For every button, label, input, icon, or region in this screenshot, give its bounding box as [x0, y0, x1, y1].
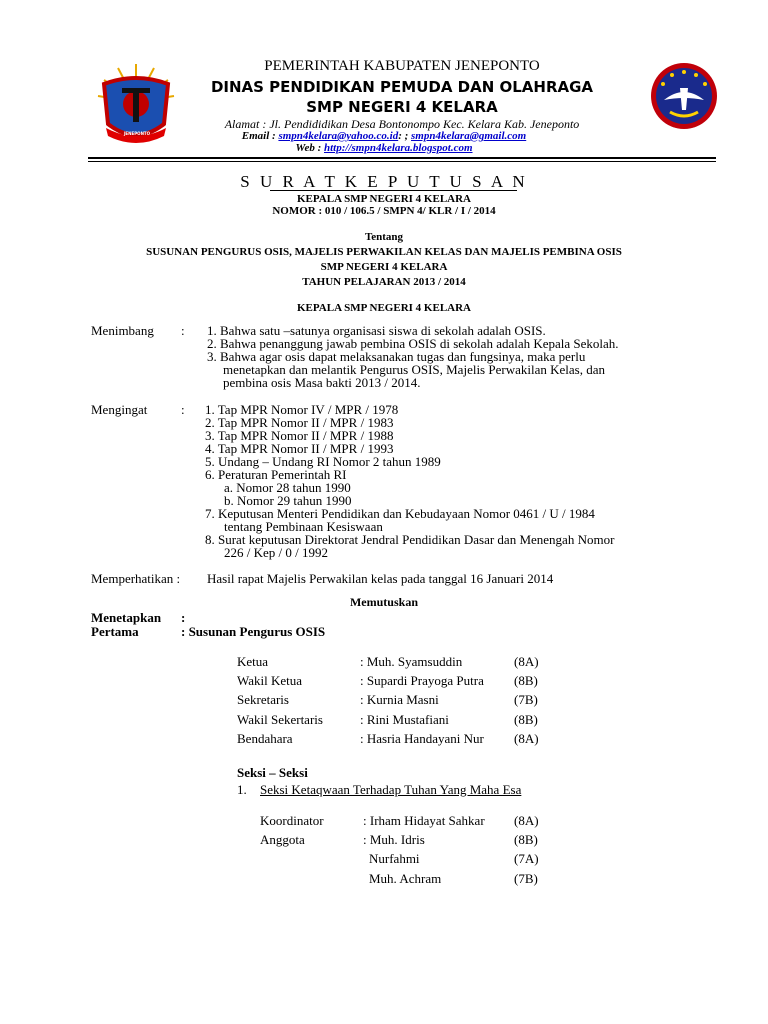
- pengurus-name: : Rini Mustafiani: [360, 712, 449, 727]
- seksi-member-role: Koordinator: [260, 813, 324, 828]
- mengingat-item-1: 1. Tap MPR Nomor IV / MPR / 1978: [205, 402, 399, 417]
- pengurus-class: (8B): [514, 712, 538, 727]
- email-label: Email :: [241, 130, 279, 142]
- mengingat-item-7-cont: tentang Pembinaan Kesiswaan: [224, 519, 383, 534]
- decree-title: S U R A T K E P U T U S A N: [240, 172, 528, 191]
- seksi-member-class: (8B): [514, 832, 538, 847]
- decree-about: Tentang: [364, 231, 404, 243]
- decree-issuer: KEPALA SMP NEGERI 4 KELARA: [297, 193, 471, 205]
- memperhatikan-label: Memperhatikan :: [91, 571, 181, 586]
- menimbang-item-3-cont-2: pembina osis Masa bakti 2013 / 2014.: [223, 375, 421, 390]
- menetapkan-label: Menetapkan: [91, 610, 162, 625]
- email-link-gmail[interactable]: smpn4kelara@gmail.com: [411, 130, 527, 142]
- seksi-member-class: (7A): [514, 851, 539, 866]
- pengurus-role: Wakil Sekertaris: [237, 712, 323, 727]
- mengingat-item-3: 3. Tap MPR Nomor II / MPR / 1988: [205, 428, 394, 443]
- mengingat-item-5: 5. Undang – Undang RI Nomor 2 tahun 1989: [205, 454, 441, 469]
- seksi-member-name: Nurfahmi: [369, 851, 420, 866]
- pengurus-class: (8A): [514, 654, 539, 669]
- decree-title-underline: [270, 190, 517, 191]
- letterhead-divider-thin: [88, 161, 716, 162]
- pengurus-class: (8A): [514, 731, 539, 746]
- seksi-member-role: Anggota: [260, 832, 305, 847]
- seksi-heading: Seksi – Seksi: [237, 765, 308, 780]
- menimbang-item-1: 1. Bahwa satu –satunya organisasi siswa di sekolah adalah OSIS.: [207, 323, 546, 338]
- decree-subject-2: SMP NEGERI 4 KELARA: [320, 261, 448, 273]
- letterhead-divider: [88, 157, 716, 159]
- pengurus-class: (7B): [514, 692, 538, 707]
- mengingat-label: Mengingat: [91, 402, 148, 417]
- menimbang-colon: :: [181, 323, 185, 338]
- pengurus-name: : Hasria Handayani Nur: [360, 731, 484, 746]
- web-link[interactable]: http://smpn4kelara.blogspot.com: [324, 142, 473, 154]
- decree-subject-3: TAHUN PELAJARAN 2013 / 2014: [302, 276, 466, 288]
- web-line: [0, 142, 768, 155]
- seksi-member-name: : Irham Hidayat Sahkar: [363, 813, 485, 828]
- memutuskan-heading: Memutuskan: [349, 595, 418, 609]
- government-name: PEMERINTAH KABUPATEN JENEPONTO: [264, 58, 540, 74]
- pengurus-class: (8B): [514, 673, 538, 688]
- address-line: Alamat : Jl. Pendididikan Desa Bontonompo Kec. Kelara Kab. Jeneponto: [224, 117, 580, 131]
- menimbang-item-3: 3. Bahwa agar osis dapat melaksanakan tugas dan fungsinya, maka perlu: [207, 349, 586, 364]
- menetapkan-colon: :: [181, 610, 186, 625]
- seksi-1-number: 1.: [237, 782, 247, 797]
- menimbang-label: Menimbang: [91, 323, 154, 338]
- pertama-label: Pertama: [91, 624, 139, 639]
- seksi-member-name: : Muh. Idris: [363, 832, 425, 847]
- seksi-member-class: (7B): [514, 871, 538, 886]
- pengurus-role: Wakil Ketua: [237, 673, 303, 688]
- email-link-yahoo[interactable]: smpn4kelara@yahoo.co.id: [278, 130, 399, 142]
- mengingat-item-7: 7. Keputusan Menteri Pendidikan dan Kebudayaan Nomor 0461 / U / 1984: [205, 506, 595, 521]
- department-name: DINAS PENDIDIKAN PEMUDA DAN OLAHRAGA: [210, 78, 594, 96]
- seksi-member-class: (8A): [514, 813, 539, 828]
- mengingat-colon: :: [181, 402, 185, 417]
- menimbang-item-2: 2. Bahwa penanggung jawab pembina OSIS di sekolah adalah Kepala Sekolah.: [207, 336, 619, 351]
- mengingat-item-6a: a. Nomor 28 tahun 1990: [224, 480, 351, 495]
- mengingat-item-2: 2. Tap MPR Nomor II / MPR / 1983: [205, 415, 394, 430]
- mengingat-item-8-cont: 226 / Kep / 0 / 1992: [224, 545, 328, 560]
- pengurus-name: : Supardi Prayoga Putra: [360, 673, 484, 688]
- menimbang-item-3-cont-1: menetapkan dan melantik Pengurus OSIS, Majelis Perwakilan Kelas, dan: [223, 362, 605, 377]
- seksi-member-name: Muh. Achram: [369, 871, 442, 886]
- logo-banner-text: JENEPONTO: [123, 131, 151, 136]
- mengingat-item-8: 8. Surat keputusan Direktorat Jendral Pendidikan Dasar dan Menengah Nomor: [205, 532, 615, 547]
- decree-subject-1: SUSUNAN PENGURUS OSIS, MAJELIS PERWAKILAN KELAS DAN MAJELIS PEMBINA OSIS: [146, 246, 622, 258]
- decree-number: NOMOR : 010 / 106.5 / SMPN 4/ KLR / I / 2014: [272, 205, 496, 217]
- school-name: SMP NEGERI 4 KELARA: [306, 98, 498, 116]
- pengurus-role: Sekretaris: [237, 692, 289, 707]
- pengurus-name: : Muh. Syamsuddin: [360, 654, 463, 669]
- pengurus-role: Bendahara: [237, 731, 293, 746]
- mengingat-item-6b: b. Nomor 29 tahun 1990: [224, 493, 352, 508]
- pengurus-name: : Kurnia Masni: [360, 692, 439, 707]
- mengingat-item-4: 4. Tap MPR Nomor II / MPR / 1993: [205, 441, 394, 456]
- email-separator: : ;: [398, 130, 412, 142]
- mengingat-item-6: 6. Peraturan Pemerintah RI: [205, 467, 347, 482]
- decree-issuer-2: KEPALA SMP NEGERI 4 KELARA: [297, 302, 471, 314]
- web-label: Web :: [295, 142, 324, 154]
- memperhatikan-text: Hasil rapat Majelis Perwakilan kelas pada tanggal 16 Januari 2014: [207, 571, 554, 586]
- seksi-1-title: Seksi Ketaqwaan Terhadap Tuhan Yang Maha Esa: [260, 782, 522, 797]
- pengurus-role: Ketua: [237, 654, 269, 669]
- pertama-text: : Susunan Pengurus OSIS: [181, 624, 326, 639]
